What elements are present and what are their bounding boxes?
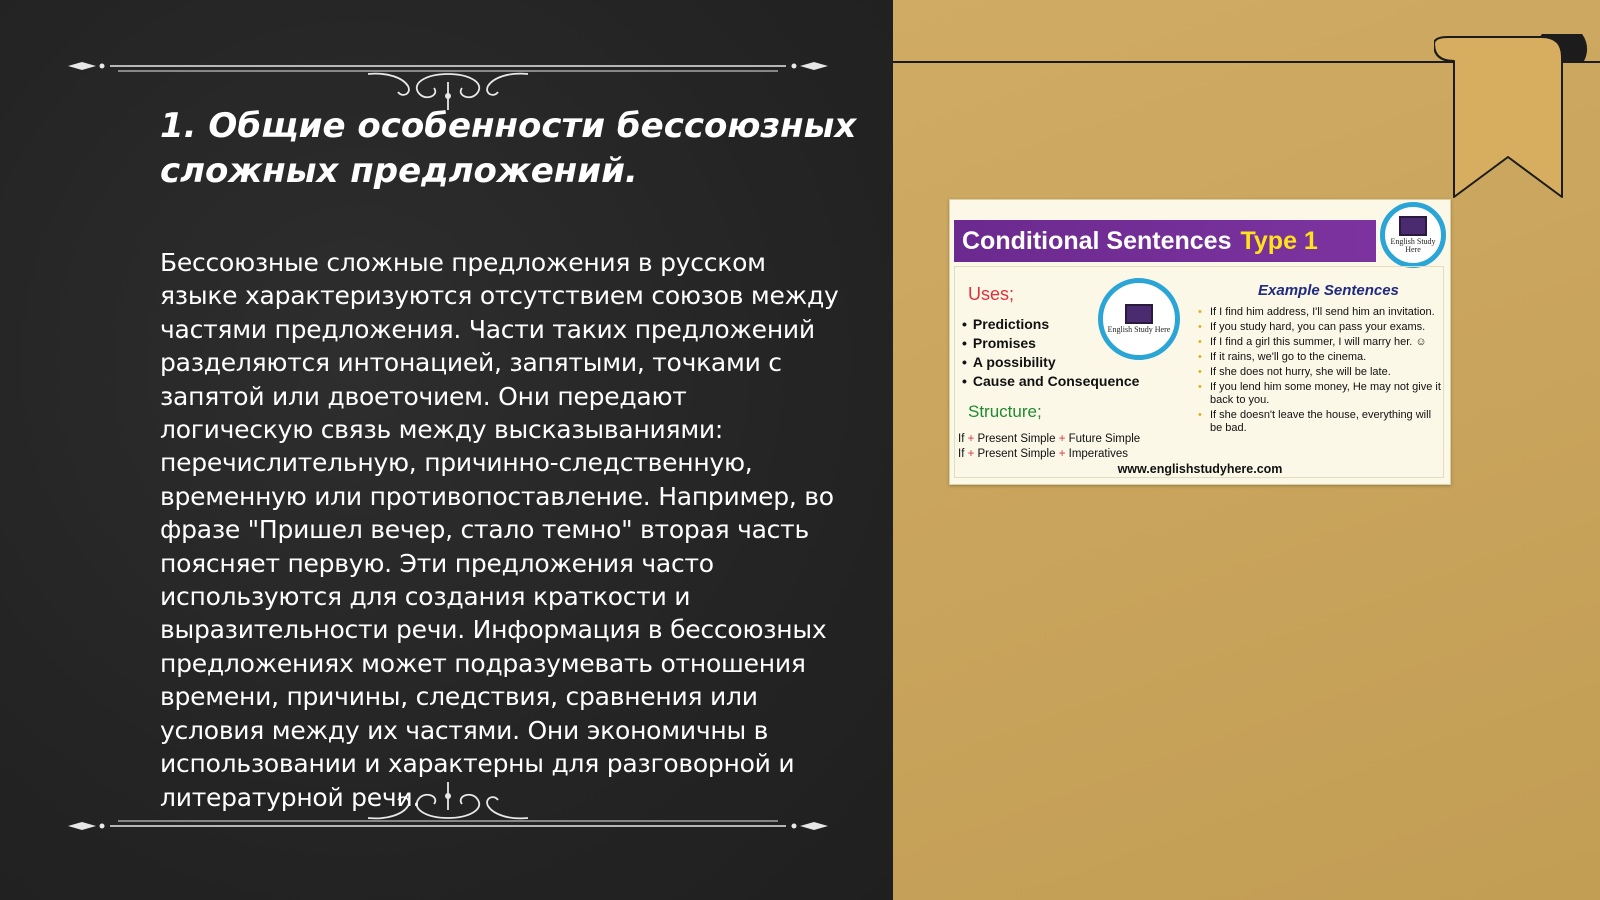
list-item: • If she does not hurry, she will be late. xyxy=(1198,366,1446,379)
list-item: • If you lend him some money, He may not give it back to you. xyxy=(1198,381,1446,407)
slide-title: 1. Общие особенности бессоюзных сложных предложений. xyxy=(160,106,857,191)
structure-line: If + Present Simple + Imperatives xyxy=(958,448,1129,460)
list-item: • If I find him address, I'll send him an invitation. xyxy=(1198,306,1446,319)
conditional-sentences-infographic xyxy=(949,199,1451,485)
examples-list xyxy=(1198,306,1446,437)
english-study-here-logo-icon xyxy=(1380,202,1446,268)
list-item: • If it rains, we'll go to the cinema. xyxy=(1198,351,1446,364)
logo-text: English Study Here xyxy=(1390,237,1436,254)
book-icon xyxy=(1399,216,1427,236)
slide-body-text: Бессоюзные сложные предложения в русском языке характеризуются отсутствием союзов между частями предложения. Части таких предложений разделяются интонацией, запятыми, точками с запятой или двоеточием. Они передают логическую связь между высказываниями: перечислительную, причинно-следственную, временную или противопоставление. Например, во фразе "Пришел вечер, стало темно" вторая часть поясняет первую. Эти предложения часто используются для создания краткости и выразительности речи. Информация в бессоюзных предложениях может подразумевать отношения времени, причины, следствия, сравнения или условия между их частями. Они экономичны в использовании и характерны для разговорной и литературной речи. xyxy=(160,248,839,812)
list-item: • If she doesn't leave the house, everything will be bad. xyxy=(1198,409,1446,435)
examples-heading: Example Sentences xyxy=(1258,282,1399,299)
list-item: • If you study hard, you can pass your exams. xyxy=(1198,321,1446,334)
book-icon xyxy=(1125,304,1153,324)
english-study-here-logo-icon xyxy=(1098,278,1180,360)
list-item: • Predictions xyxy=(962,315,1139,334)
infographic-header xyxy=(954,220,1376,262)
uses-heading: Uses; xyxy=(968,284,1015,304)
list-item: • Cause and Consequence xyxy=(962,372,1139,391)
structure-heading: Structure; xyxy=(968,402,1042,421)
list-item: • Promises xyxy=(962,334,1139,353)
list-item: • If I find a girl this summer, I will marry her. ☺ xyxy=(1198,336,1446,349)
bookmark-ribbon-icon xyxy=(1434,34,1600,200)
structure-line: If + Present Simple + Future Simple xyxy=(958,433,1141,445)
infographic-title: Conditional Sentences xyxy=(962,226,1232,255)
structure-lines xyxy=(958,432,1140,462)
logo-text: English Study Here xyxy=(1107,325,1171,334)
website-url: www.englishstudyhere.com xyxy=(1117,462,1283,476)
list-item: • A possibility xyxy=(962,353,1139,372)
infographic-title-accent: Type 1 xyxy=(1240,226,1318,255)
